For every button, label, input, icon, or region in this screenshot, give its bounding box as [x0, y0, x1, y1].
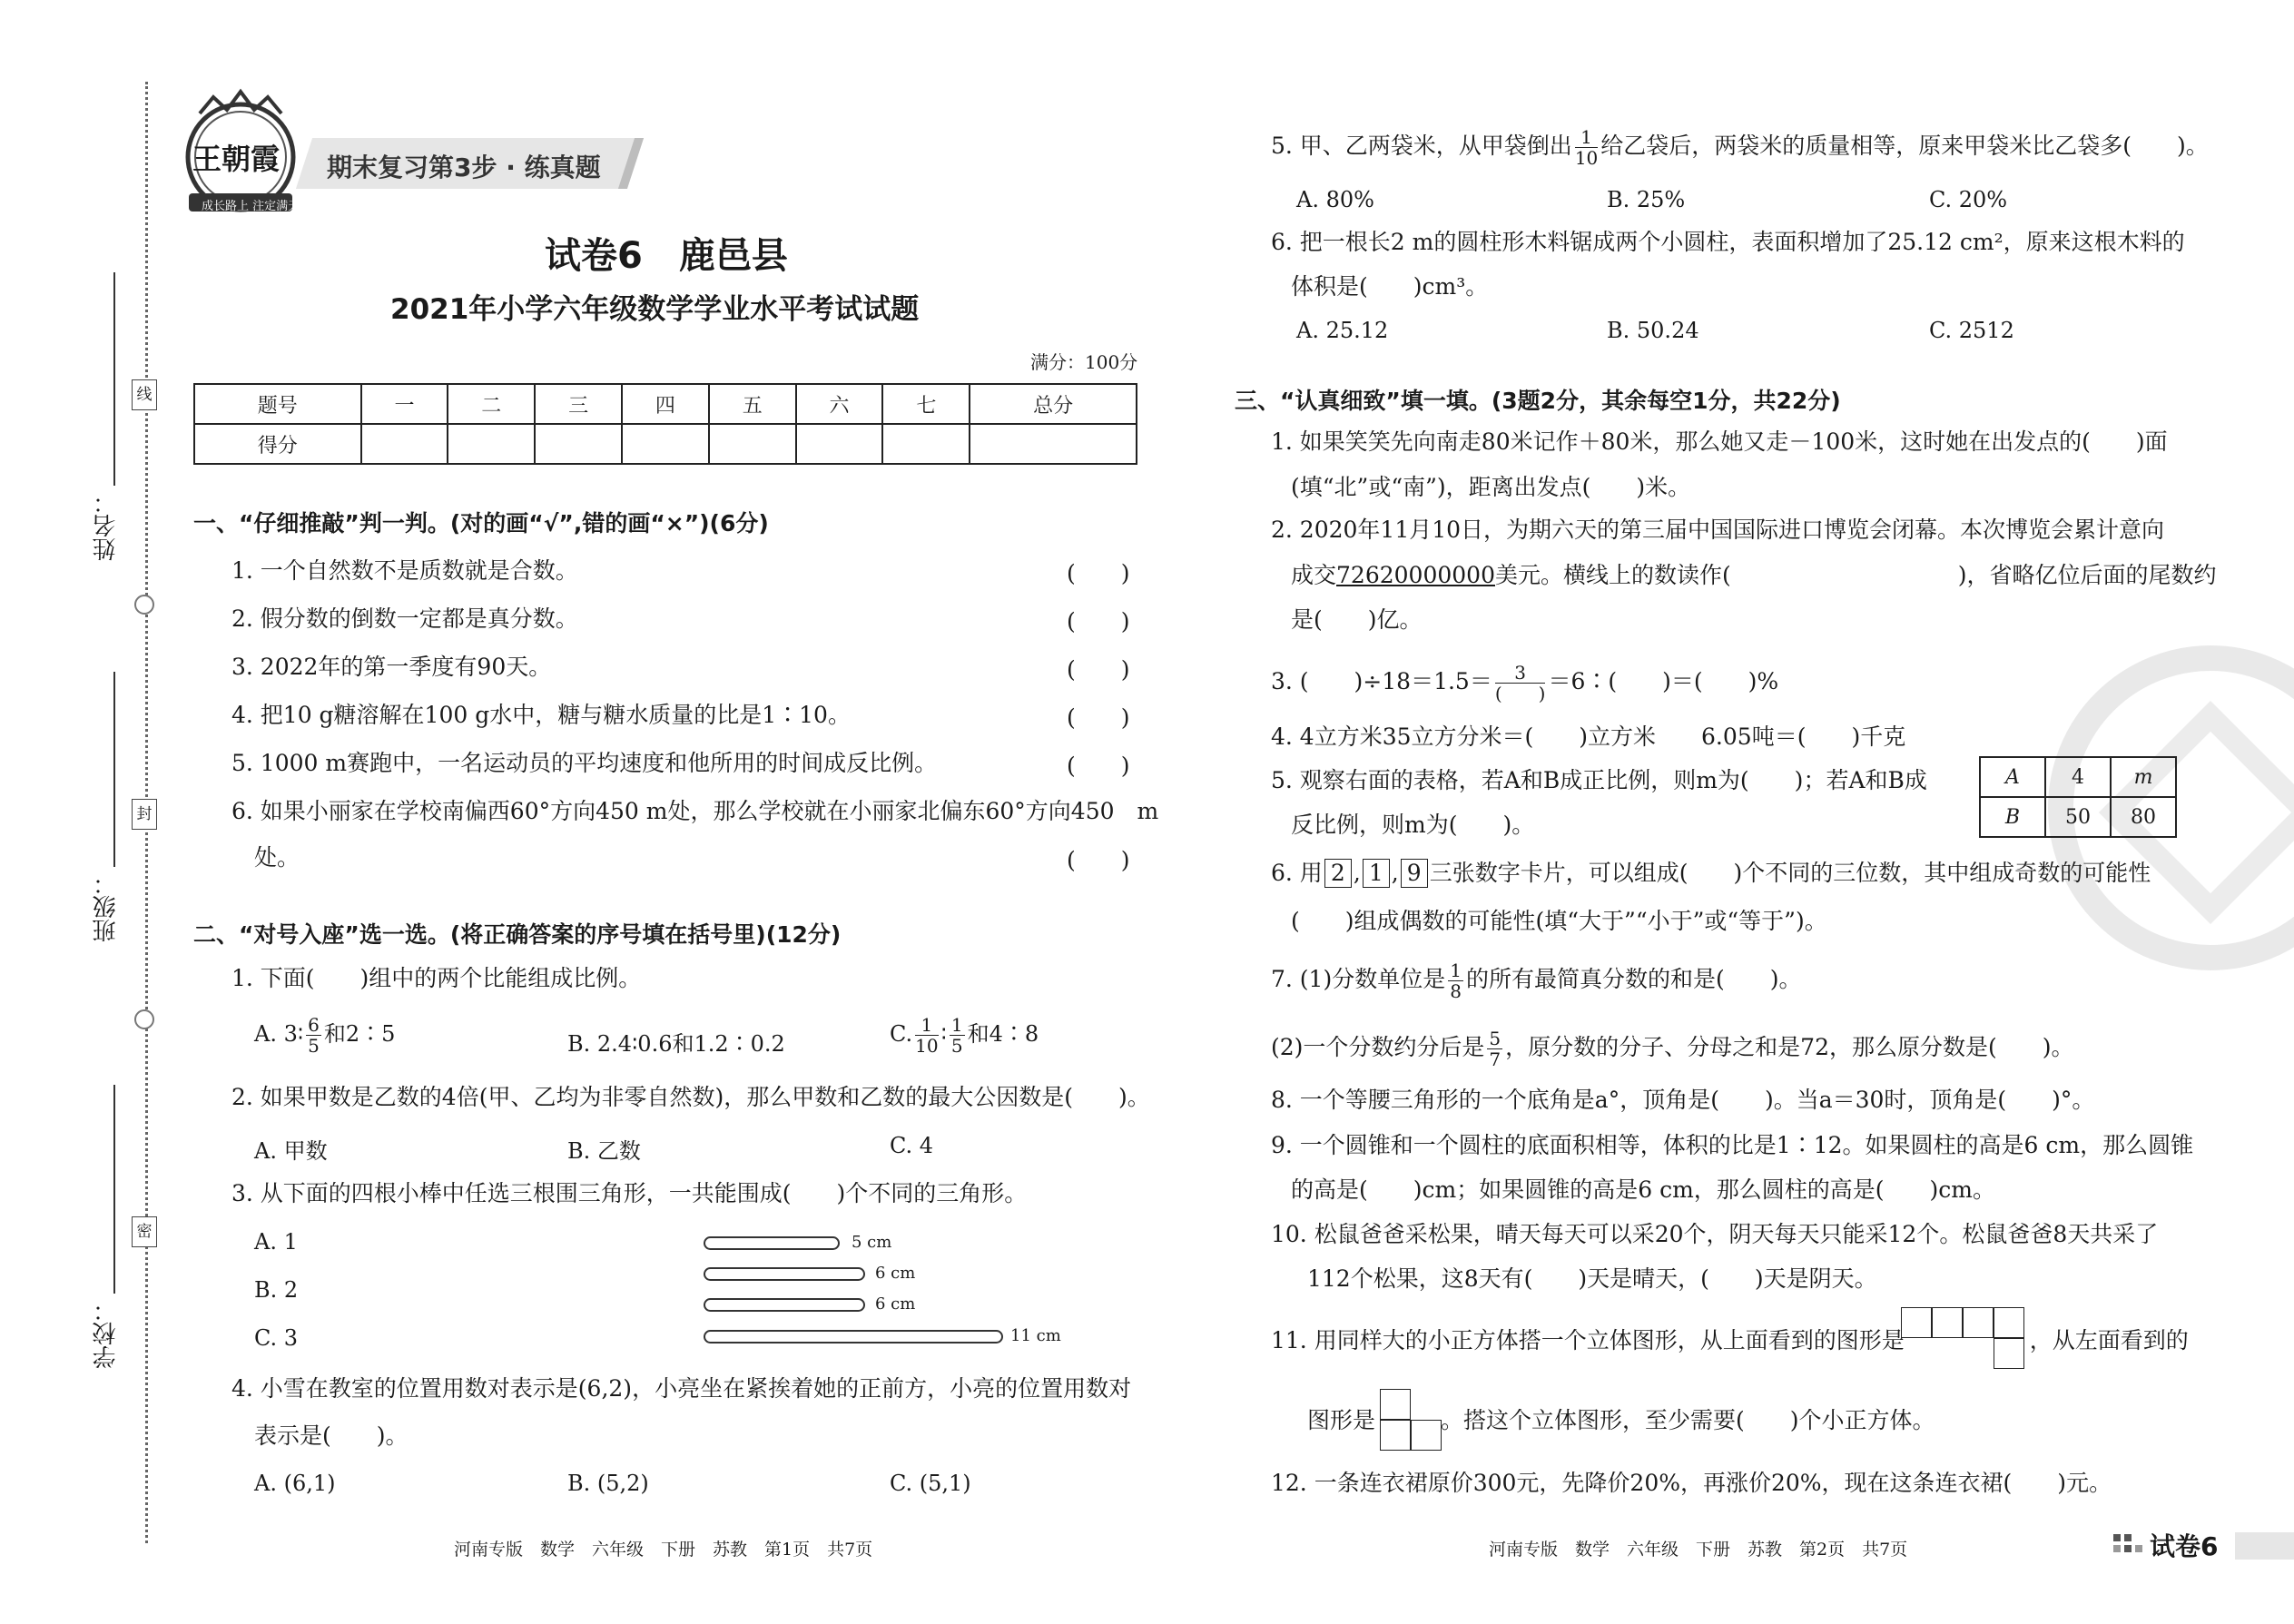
table-cell: 50 — [2045, 797, 2111, 837]
header-badge-text: 期末复习第3步 · 练真题 — [327, 153, 601, 182]
option-text: C. — [890, 1021, 913, 1047]
section1-item-6: 6. 如果小丽家在学校南偏西60°方向450 m处，那么学校就在小丽家北偏东60°方向450 m — [231, 798, 1159, 824]
table-cell: 80 — [2111, 797, 2176, 837]
option-text: 和4∶8 — [967, 1021, 1039, 1047]
question-text: 图形是 — [1307, 1407, 1376, 1433]
fraction — [306, 1015, 321, 1056]
section2-q4-cont: 表示是( )。 — [254, 1422, 409, 1449]
score-header: 五 — [709, 384, 796, 424]
score-header: 题号 — [194, 384, 361, 424]
section2-q4: 4. 小雪在教室的位置用数对表示是(6,2)，小亮坐在紧挨着她的正前方，小亮的位置用数对 — [231, 1375, 1132, 1402]
section3-q11 — [1271, 1325, 2189, 1356]
section1-item-3: 3. 2022年的第一季度有90天。 — [231, 654, 552, 680]
score-header: 六 — [796, 384, 883, 424]
footer-tag: 试卷6 — [2150, 1531, 2219, 1561]
section3-q9-cont: 的高是( )cm；如果圆锥的高是6 cm，那么圆柱的高是( )cm。 — [1291, 1176, 1995, 1203]
binding-ring-icon — [134, 1009, 154, 1029]
question-text: 三张数字卡片，可以组成( )个不同的三位数，其中组成奇数的可能性 — [1429, 860, 2151, 886]
section1-item-5: 5. 1000 m赛跑中，一名运动员的平均速度和他所用的时间成反比例。 — [231, 750, 938, 776]
section1-item-6-cont: 处。 — [254, 844, 300, 871]
fraction — [950, 1015, 965, 1056]
name-blank[interactable] — [113, 272, 115, 486]
question-text: 6. 用 — [1271, 860, 1323, 886]
question-text: 成交 — [1291, 562, 1337, 588]
answer-paren[interactable]: ( ) — [1067, 753, 1130, 779]
seal-secret-box: 密 — [132, 1216, 157, 1247]
score-cell[interactable] — [796, 424, 883, 464]
top-view-square — [1963, 1307, 1994, 1338]
section3-q8: 8. 一个等腰三角形的一个底角是a°，顶角是( )。当a＝30时，顶角是( )°。 — [1271, 1087, 2095, 1113]
binding-ring-icon — [134, 595, 154, 615]
score-cell[interactable] — [361, 424, 448, 464]
numerator: 5 — [1489, 1028, 1501, 1049]
section2-q3-option-a[interactable]: A. 1 — [254, 1229, 298, 1255]
section2-q6-option-c[interactable]: C. 2512 — [1929, 318, 2014, 343]
option-text: 和2∶5 — [323, 1021, 396, 1047]
section1-heading: 一、“仔细推敲”判一判。(对的画“√”,错的画“×”)(6分) — [193, 510, 769, 536]
number-card: 2 — [1324, 859, 1352, 888]
underlined-number: 72620000000 — [1336, 562, 1495, 588]
section1-item-1: 1. 一个自然数不是质数就是合数。 — [231, 557, 578, 584]
section2-q3-option-c[interactable]: C. 3 — [254, 1325, 299, 1351]
numerator: 1 — [1450, 960, 1462, 981]
footer-tag-bar — [2235, 1532, 2294, 1560]
class-label: 班级： — [93, 871, 120, 942]
section2-q1-option-a[interactable] — [254, 1015, 395, 1056]
question-text: 7. (1)分数单位是 — [1271, 966, 1446, 992]
score-header: 一 — [361, 384, 448, 424]
answer-paren[interactable]: ( ) — [1067, 656, 1130, 683]
section3-q3 — [1271, 663, 1778, 704]
footer-dots-icon — [2113, 1532, 2146, 1560]
logo-slogan: 成长路上 注定满天 — [202, 200, 300, 213]
question-text: (2)一个分数约分后是 — [1271, 1034, 1485, 1060]
denominator: 10 — [915, 1035, 939, 1057]
school-label: 学校： — [93, 1298, 120, 1369]
score-header: 二 — [448, 384, 535, 424]
denominator: 7 — [1489, 1048, 1501, 1070]
table-cell: 4 — [2045, 757, 2111, 797]
page-title: 试卷6 鹿邑县 — [545, 235, 788, 277]
question-text: 5. 甲、乙两袋米，从甲袋倒出 — [1271, 133, 1572, 159]
school-blank[interactable] — [113, 1085, 115, 1294]
left-view-square — [1411, 1420, 1442, 1451]
page-subtitle: 2021年小学六年级数学学业水平考试试题 — [390, 293, 920, 326]
seal-seal-box: 封 — [132, 799, 157, 830]
section3-q5-cont: 反比例，则m为( )。 — [1291, 812, 1535, 838]
answer-paren[interactable]: ( ) — [1067, 847, 1130, 873]
section2-q6-option-a[interactable]: A. 25.12 — [1296, 318, 1389, 343]
denominator: ( ) — [1494, 683, 1546, 704]
section1-item-4: 4. 把10 g糖溶解在100 g水中，糖与糖水质量的比是1∶10。 — [231, 702, 851, 728]
question-text: ，原分数的分子、分母之和是72，那么原分数是( )。 — [1505, 1034, 2074, 1060]
question-text: 3. ( )÷18＝1.5＝ — [1271, 668, 1492, 694]
section2-q4-option-c[interactable]: C. (5,1) — [890, 1471, 971, 1496]
footer-right: 河南专版 数学 六年级 下册 苏教 第2页 共7页 — [1489, 1540, 1908, 1560]
stick-label: 6 cm — [875, 1294, 916, 1314]
section3-q12: 12. 一条连衣裙原价300元，先降价20%，再涨价20%，现在这条连衣裙( )元。 — [1271, 1470, 2112, 1496]
stick-label: 6 cm — [875, 1264, 916, 1283]
full-marks: 满分：100分 — [1030, 351, 1138, 373]
score-header: 总分 — [970, 384, 1137, 424]
section3-q5: 5. 观察右面的表格，若A和B成正比例，则m为( )；若A和B成 — [1271, 767, 1927, 793]
stick-label: 11 cm — [1010, 1326, 1061, 1345]
section3-q7-2 — [1271, 1029, 2073, 1069]
section2-q5-option-c[interactable]: C. 20% — [1929, 187, 2008, 212]
answer-paren[interactable]: ( ) — [1067, 560, 1130, 586]
score-cell[interactable] — [709, 424, 796, 464]
stick-5cm — [704, 1236, 840, 1250]
section2-q4-option-a[interactable]: A. (6,1) — [254, 1471, 336, 1496]
section3-q1-cont: (填“北”或“南”)，距离出发点( )米。 — [1291, 474, 1691, 500]
score-header: 三 — [535, 384, 622, 424]
number-card: 1 — [1363, 859, 1390, 888]
section2-q6: 6. 把一根长2 m的圆柱形木料锯成两个小圆柱，表面积增加了25.12 cm²，原来这根木料的 — [1271, 229, 2185, 255]
seal-line-box: 线 — [132, 379, 157, 410]
section2-q1-option-b[interactable]: B. 2.4∶0.6和1.2∶0.2 — [567, 1031, 785, 1057]
question-text: 。搭这个立体图形，至少需要( )个小正方体。 — [1441, 1407, 1935, 1433]
section3-q9: 9. 一个圆锥和一个圆柱的底面积相等，体积的比是1∶12。如果圆柱的高是6 cm，那么圆锥 — [1271, 1132, 2194, 1158]
top-view-square — [1994, 1307, 2024, 1338]
numerator: 1 — [915, 1015, 938, 1036]
section1-item-2: 2. 假分数的倒数一定都是真分数。 — [231, 605, 578, 632]
score-cell[interactable] — [535, 424, 622, 464]
section2-q5 — [1271, 127, 2209, 168]
fraction — [1448, 960, 1463, 1001]
section3-q10: 10. 松鼠爸爸采松果，晴天每天可以采20个，阴天每天只能采12个。松鼠爸爸8天共采了 — [1271, 1221, 2159, 1247]
option-text: ∶ — [940, 1021, 947, 1047]
section2-q1: 1. 下面( )组中的两个比能组成比例。 — [231, 965, 642, 991]
section3-q2-cont2: 是( )亿。 — [1291, 606, 1423, 633]
section3-q4: 4. 4立方米35立方分米＝( )立方米 6.05吨＝( )千克 — [1271, 723, 1906, 750]
section3-q6-cont: ( )组成偶数的可能性(填“大于”“小于”或“等于”)。 — [1291, 908, 1827, 934]
score-cell[interactable] — [622, 424, 709, 464]
stick-6cm — [704, 1267, 865, 1281]
name-label: 姓名： — [93, 490, 120, 561]
section2-q2-option-c[interactable]: C. 4 — [890, 1133, 934, 1158]
fraction — [1575, 127, 1598, 168]
class-blank[interactable] — [113, 672, 115, 867]
top-view-square — [1901, 1307, 1932, 1338]
denominator: 8 — [1450, 980, 1462, 1002]
option-text: A. 3∶ — [254, 1021, 304, 1047]
numerator: 3 — [1495, 663, 1546, 684]
section2-q4-option-b[interactable]: B. (5,2) — [567, 1471, 649, 1496]
fraction — [1487, 1029, 1502, 1069]
question-text: ＝6∶( )＝( )% — [1548, 668, 1779, 694]
stick-11cm — [704, 1330, 1003, 1343]
section2-q6-cont: 体积是( )cm³。 — [1291, 273, 1489, 300]
section3-q10-cont: 112个松果，这8天有( )天是晴天，( )天是阴天。 — [1307, 1265, 1877, 1292]
table-cell: A — [1980, 757, 2045, 797]
left-view-square — [1380, 1420, 1411, 1451]
numerator: 6 — [308, 1014, 320, 1036]
section2-heading: 二、“对号入座”选一选。(将正确答案的序号填在括号里)(12分) — [193, 921, 842, 948]
fraction — [1495, 663, 1546, 704]
section3-q6: 6. 用 2 , 1 , 9 三张数字卡片，可以组成( )个不同的三位数，其中组成奇数的可能性 — [1271, 860, 2151, 886]
score-cell[interactable] — [970, 424, 1137, 464]
section2-q3-option-b[interactable]: B. 2 — [254, 1277, 299, 1303]
section2-q1-option-c[interactable] — [890, 1015, 1039, 1056]
top-view-square — [1932, 1307, 1963, 1338]
numerator: 1 — [950, 1014, 963, 1036]
score-header: 七 — [882, 384, 970, 424]
answer-paren[interactable]: ( ) — [1067, 704, 1130, 731]
score-cell[interactable] — [882, 424, 970, 464]
question-text: 11. 用同样大的小正方体搭一个立体图形，从上面看到的图形是 — [1271, 1327, 1905, 1353]
left-view-square — [1380, 1389, 1411, 1420]
section2-q6-option-b[interactable]: B. 50.24 — [1607, 318, 1699, 343]
score-header: 四 — [622, 384, 709, 424]
question-text: 美元。横线上的数读作( )，省略亿位后面的尾数约 — [1494, 562, 2217, 588]
proportion-table — [1979, 756, 2177, 838]
section3-q2-cont — [1291, 560, 2217, 591]
logo-name: 王朝霞 — [192, 142, 281, 176]
table-cell: m — [2111, 757, 2176, 797]
section3-q2: 2. 2020年11月10日，为期六天的第三届中国国际进口博览会闭幕。本次博览会累计意向 — [1271, 517, 2165, 543]
section3-q1: 1. 如果笑笑先向南走80米记作＋80米，那么她又走－100米，这时她在出发点的( )面 — [1271, 428, 2168, 455]
section2-q3: 3. 从下面的四根小棒中任选三根围三角形，一共能围成( )个不同的三角形。 — [231, 1180, 1028, 1206]
score-cell[interactable] — [448, 424, 535, 464]
section3-q7-1 — [1271, 960, 1801, 1001]
numerator: 1 — [1575, 127, 1598, 148]
stick-label: 5 cm — [852, 1233, 892, 1252]
stick-6cm — [704, 1298, 865, 1312]
table-cell: B — [1980, 797, 2045, 837]
question-text: 给乙袋后，两袋米的质量相等，原来甲袋米比乙袋多( )。 — [1600, 133, 2209, 159]
score-table — [193, 383, 1137, 465]
section2-q5-option-b[interactable]: B. 25% — [1607, 187, 1686, 212]
question-text: ，从左面看到的 — [2029, 1327, 2189, 1353]
denominator: 5 — [950, 1035, 963, 1057]
section2-q5-option-a[interactable]: A. 80% — [1296, 187, 1374, 212]
score-row-label: 得分 — [194, 424, 361, 464]
footer-left: 河南专版 数学 六年级 下册 苏教 第1页 共7页 — [454, 1540, 873, 1560]
question-text: 的所有最简真分数的和是( )。 — [1465, 966, 1802, 992]
section2-q2-option-a[interactable]: A. 甲数 — [254, 1138, 328, 1164]
section3-heading: 三、“认真细致”填一填。(3题2分，其余每空1分，共22分) — [1235, 388, 1841, 414]
denominator: 5 — [308, 1035, 320, 1057]
denominator: 10 — [1574, 147, 1599, 169]
fraction — [915, 1015, 938, 1056]
section2-q2-option-b[interactable]: B. 乙数 — [567, 1138, 641, 1164]
top-view-square — [1994, 1338, 2024, 1369]
number-card: 9 — [1401, 859, 1428, 888]
answer-paren[interactable]: ( ) — [1067, 608, 1130, 635]
section2-q2: 2. 如果甲数是乙数的4倍(甲、乙均为非零自然数)，那么甲数和乙数的最大公因数是( )。 — [231, 1084, 1150, 1110]
